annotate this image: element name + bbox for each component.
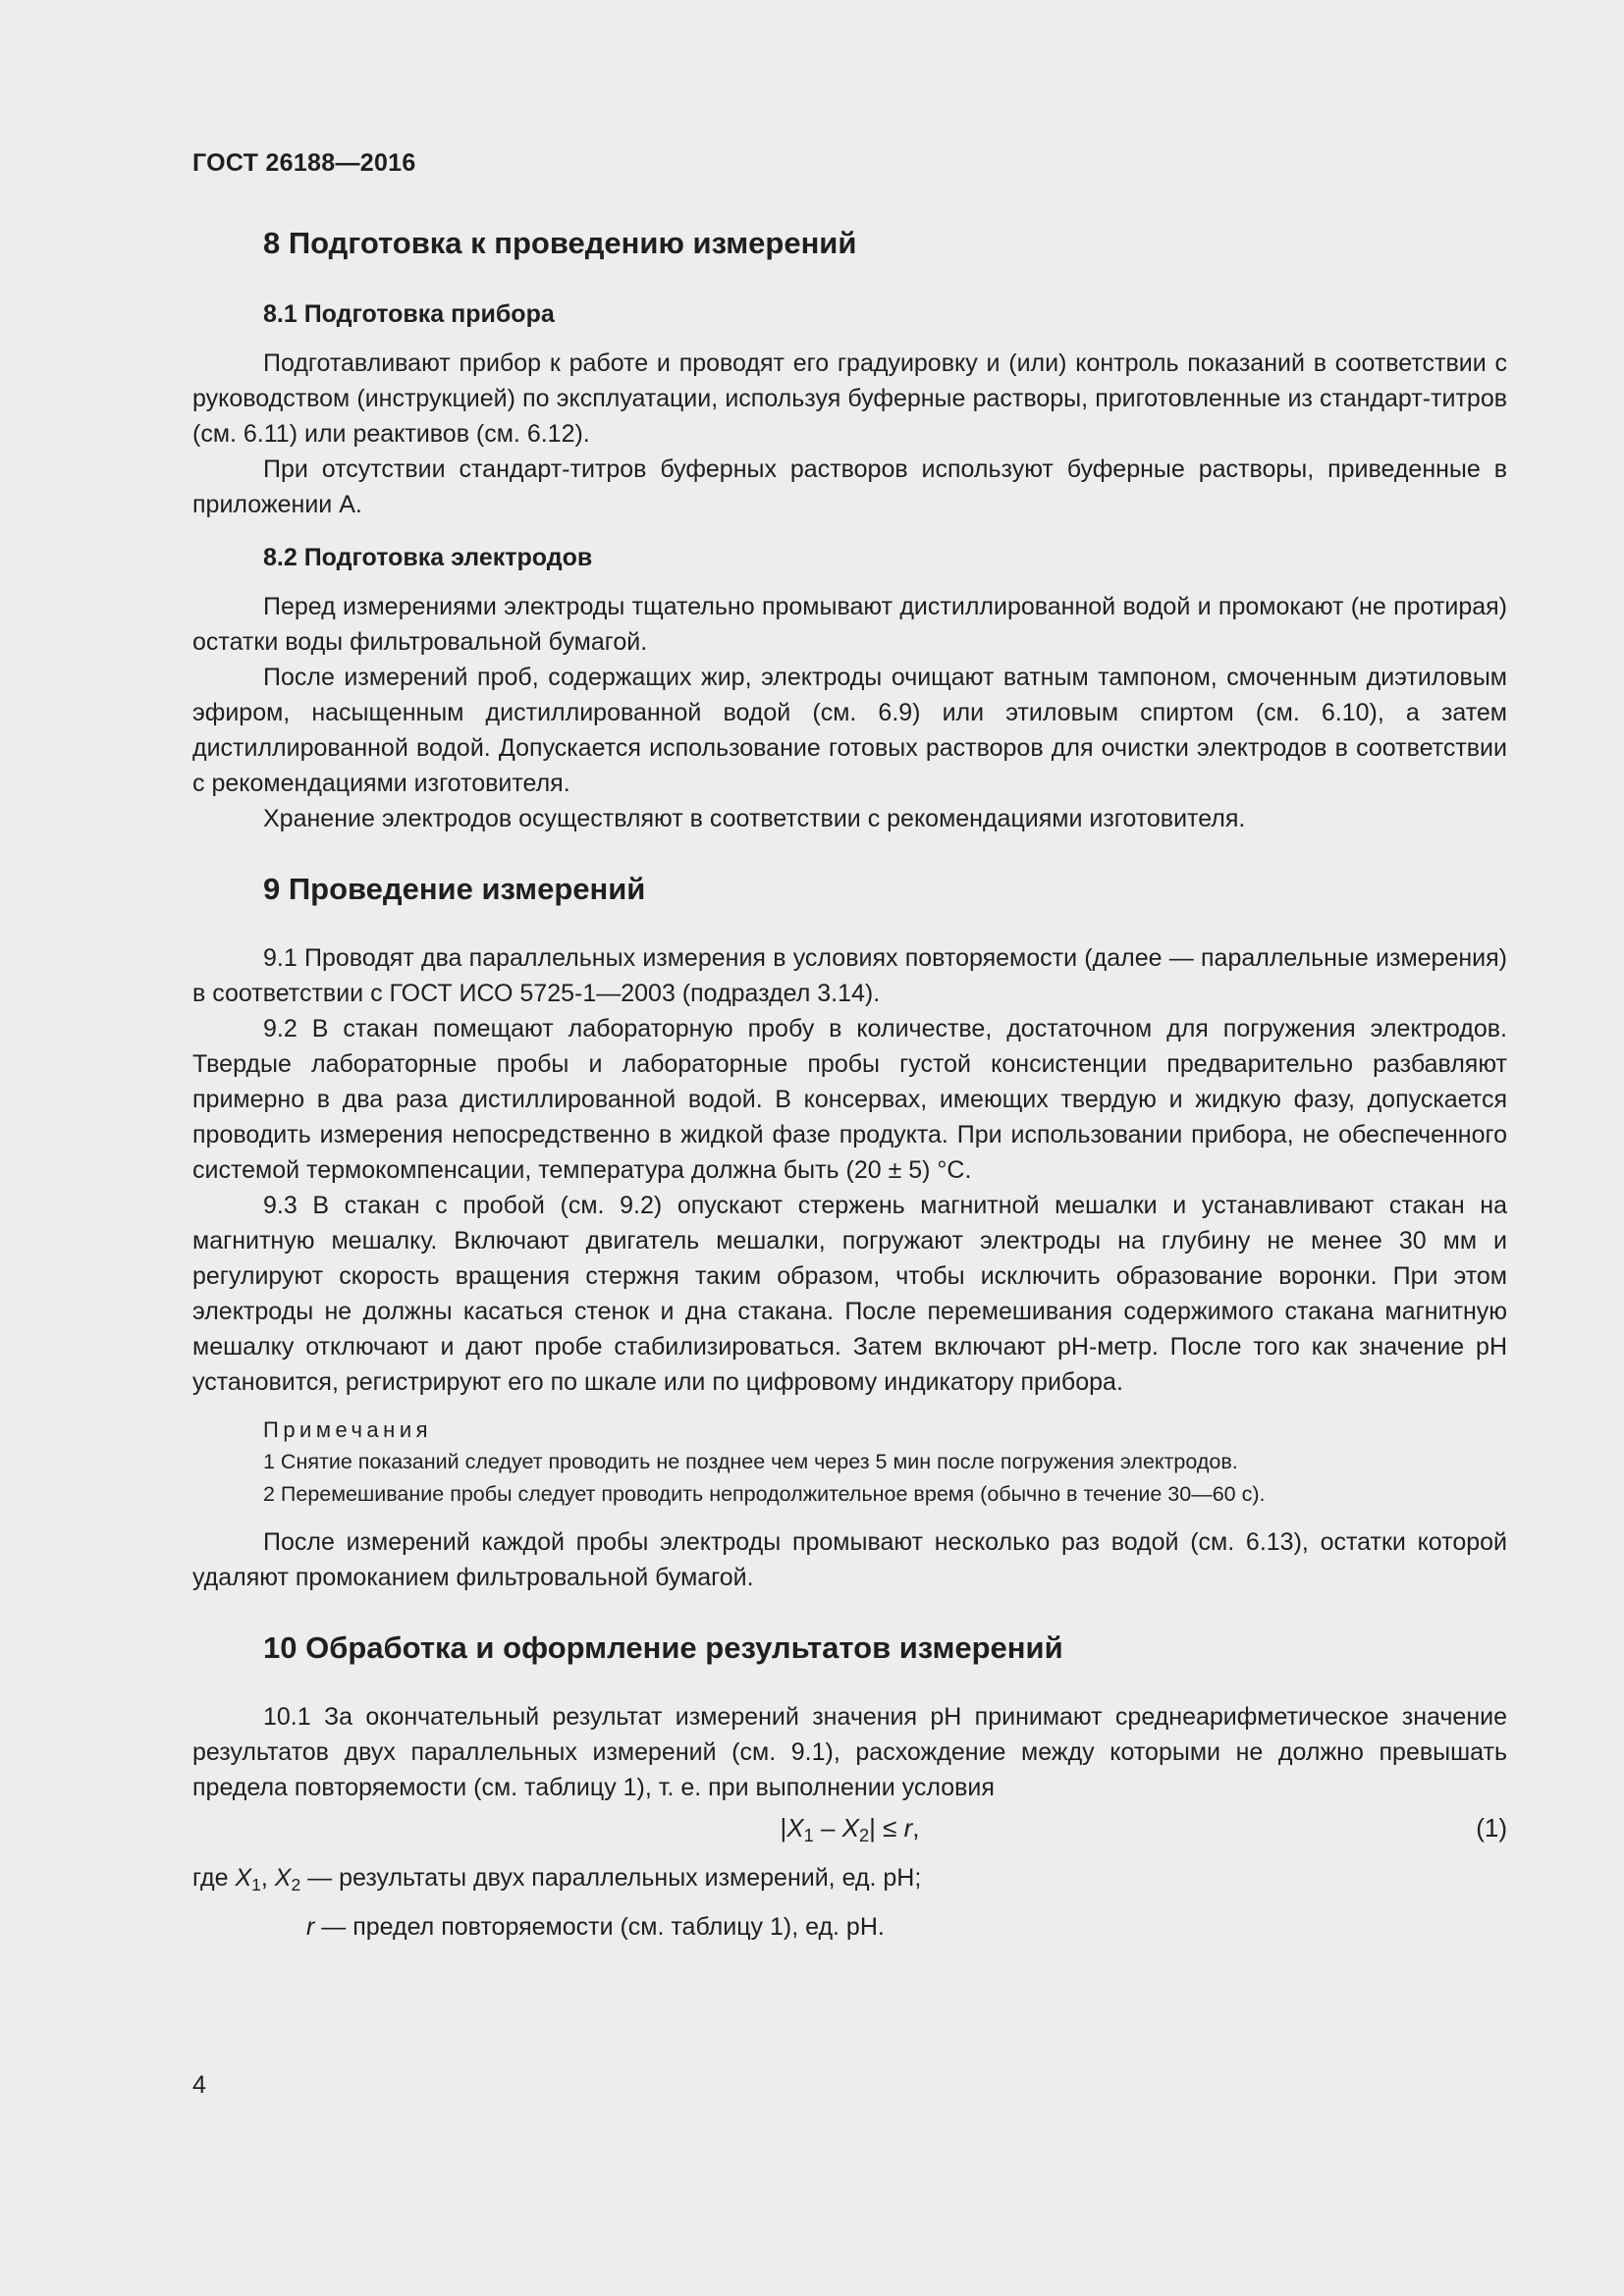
subsection-8-1-heading: 8.1 Подготовка прибора xyxy=(263,300,555,328)
formula-x1-subscript: 1 xyxy=(803,1826,814,1845)
paragraph-9-2: 9.2 В стакан помещают лабораторную пробу в количестве, достаточном для погружения электродов. Твердые лабораторные пробы и лабораторные пробы густой консистенции предварительно разбавляют примерно в два раза дистиллированной водой. В консервах, имеющих твердую и жидкую фазу, допускается проводить измерения непосредственно в жидкой фазе продукта. При использовании прибора, не обеспеченного системой термокомпенсации, температура должна быть (20 ± 5) °С. xyxy=(192,1015,1507,1184)
document-code: ГОСТ 26188—2016 xyxy=(192,149,416,177)
legend-lead: где xyxy=(192,1864,236,1892)
formula-x2: X xyxy=(841,1813,859,1842)
paragraph-8-2-a: Перед измерениями электроды тщательно промывают дистиллированной водой и промокают (не протирая) остатки воды фильтровальной бумагой. xyxy=(192,593,1507,656)
paragraph-8-1-a: Подготавливают прибор к работе и проводят его градуировку и (или) контроль показаний в соответствии с руководством (инструкцией) по эксплуатации, используя буферные растворы, приготовленные из стандарт-титров (см. 6.11) или реактивов (см. 6.12). xyxy=(192,349,1507,448)
legend-x2-subscript: 2 xyxy=(291,1875,301,1895)
legend-r-description: — предел повторяемости (см. таблицу 1), ед. рН. xyxy=(314,1913,885,1941)
formula-x1: X xyxy=(786,1813,804,1842)
paragraph-10-1: 10.1 За окончательный результат измерений значения рН принимают среднеарифметическое значение результатов двух параллельных измерений (см. 9.1), расхождение между которыми не должно превышать предела повторяемости (см. таблицу 1), т. е. при выполнении условия xyxy=(192,1703,1507,1801)
formula-relation: | ≤ xyxy=(869,1813,904,1842)
note-2: 2 Перемешивание пробы следует проводить непродолжительное время (обычно в течение 30—60 с). xyxy=(263,1482,1266,1506)
paragraph-9-3: 9.3 В стакан с пробой (см. 9.2) опускают стержень магнитной мешалки и устанавливают стакан на магнитную мешалку. Включают двигатель мешалки, погружают электроды на глубину не менее 30 мм и регулируют скорость вращения стержня таким образом, чтобы исключить образование воронки. При этом электроды не должны касаться стенок и дна стакана. После перемешивания содержимого стакана магнитную мешалку отключают и дают пробе стабилизироваться. Затем включают рН-метр. После того как значение рН установится, регистрируют его по шкале или по цифровому индикатору прибора. xyxy=(192,1192,1507,1396)
paragraph-8-2-b: После измерений проб, содержащих жир, электроды очищают ватным тампоном, смоченным диэтиловым эфиром, насыщенным дистиллированной водой (см. 6.9) или этиловым спиртом (см. 6.10), а затем дистиллированной водой. Допускается использование готовых растворов для очистки электродов в соответствии с рекомендациями изготовителя. xyxy=(192,664,1507,797)
formula-number: (1) xyxy=(1476,1813,1507,1842)
legend-x2: X xyxy=(274,1864,292,1892)
formula-r: r xyxy=(903,1813,913,1842)
section-9-heading: 9 Проведение измерений xyxy=(263,872,646,906)
legend-x-description: — результаты двух параллельных измерений, ед. рН; xyxy=(300,1864,922,1892)
legend-x1: X xyxy=(235,1864,252,1892)
section-10-heading: 10 Обработка и оформление результатов измерений xyxy=(263,1630,1063,1665)
notes-block xyxy=(263,1414,1507,1511)
page-number: 4 xyxy=(192,2071,206,2099)
page-content xyxy=(192,218,1507,1945)
formula-minus: – xyxy=(813,1813,842,1842)
repeatability-formula: $|X_1 - X_2| \le r$, xyxy=(780,1813,920,1845)
subsection-8-2-heading: 8.2 Подготовка электродов xyxy=(263,544,593,571)
paragraph-9-after-notes: После измерений каждой пробы электроды промывают несколько раз водой (см. 6.13), остатки которой удаляют промоканием фильтровальной бумагой. xyxy=(192,1528,1507,1591)
formula-legend-r xyxy=(306,1909,1507,1945)
paragraph-8-1-b: При отсутствии стандарт-титров буферных растворов используют буферные растворы, приведенные в приложении А. xyxy=(192,455,1507,518)
legend-separator: , xyxy=(260,1864,275,1892)
paragraph-8-2-c: Хранение электродов осуществляют в соответствии с рекомендациями изготовителя. xyxy=(263,805,1246,832)
formula-x2-subscript: 2 xyxy=(858,1826,870,1845)
formula-tail: , xyxy=(912,1813,920,1842)
legend-r: r xyxy=(306,1913,315,1941)
legend-x1-subscript: 1 xyxy=(251,1875,261,1895)
paragraph-9-1: 9.1 Проводят два параллельных измерения в условиях повторяемости (далее — параллельные измерения) в соответствии с ГОСТ ИСО 5725-1—2003 (подраздел 3.14). xyxy=(192,944,1507,1007)
section-8-heading: 8 Подготовка к проведению измерений xyxy=(263,226,857,260)
formula-row xyxy=(192,1807,1507,1848)
notes-title: Примечания xyxy=(263,1417,433,1442)
formula-legend-x xyxy=(192,1860,1507,1896)
note-1: 1 Снятие показаний следует проводить не позднее чем через 5 мин после погружения электродов. xyxy=(263,1450,1238,1473)
